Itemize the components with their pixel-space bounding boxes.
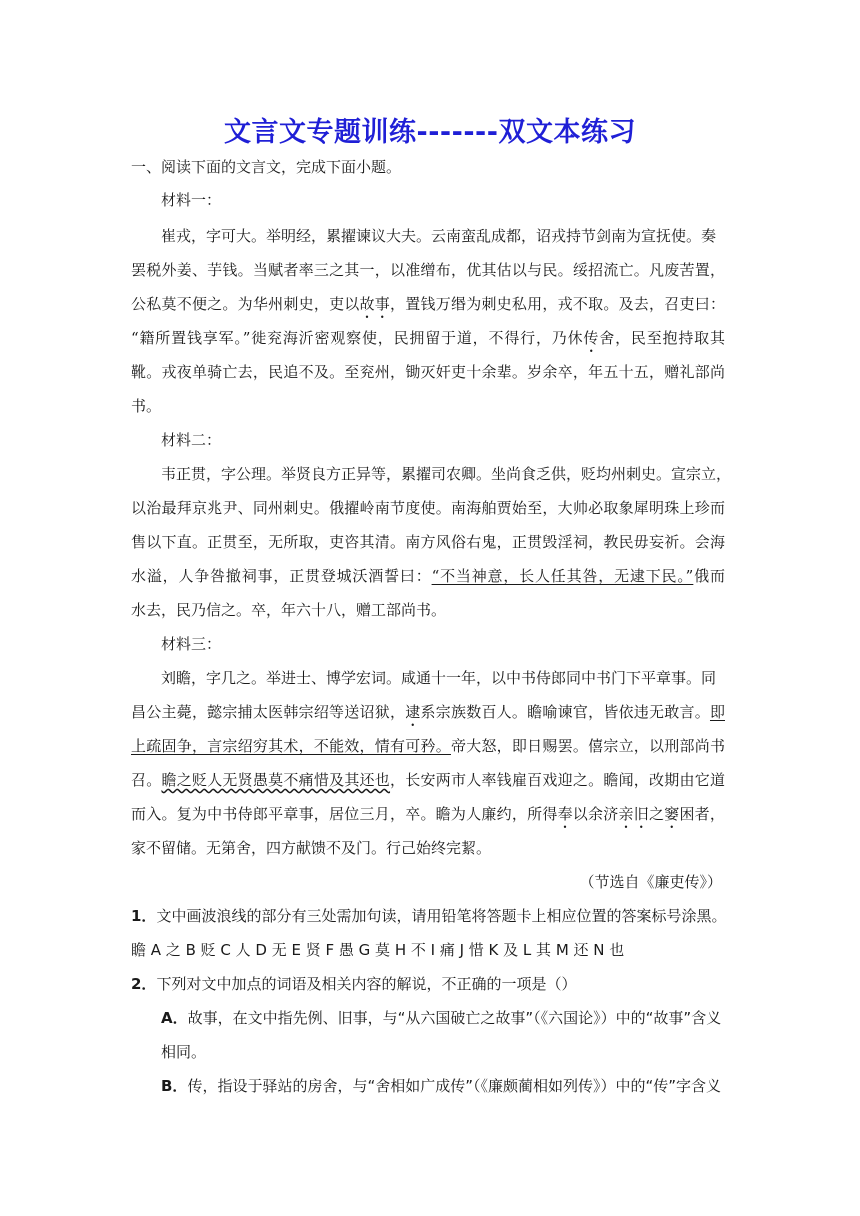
material3-line: 召。瞻之贬人无贤愚莫不痛惜及其还也，长安两市人率钱雇百戏迎之。瞻闻，改期由它道 (131, 771, 725, 789)
underlined-quote: “不当神意，长人任其咎，无逮下民。” (431, 567, 694, 585)
dotted-term-dai: 逮 (405, 703, 421, 721)
dotted-term-qinjiu: 亲旧 (618, 805, 649, 823)
material3-line: 刘瞻，字几之。举进士、博学宏词。咸通十一年，以中书侍郎同中书门下平章事。同 (161, 669, 717, 687)
question-2: 2．下列对文中加点的词语及相关内容的解说，不正确的一项是（） (131, 975, 577, 993)
dotted-term-gushi: 故事 (359, 295, 391, 313)
material3-line: 而入。复为中书侍郎平章事，居位三月，卒。瞻为人廉约，所得奉以余济亲旧之窭困者， (131, 805, 725, 823)
dotted-term-feng: 奉 (557, 805, 573, 823)
material3-heading: 材料三： (161, 635, 222, 653)
material2-line: 售以下直。正贯至，无所取，吏咨其清。南方风俗右鬼，正贯毁淫祠，教民毋妄祈。会海 (131, 533, 725, 551)
material3-line: 家不留储。无第舍，四方献馈不及门。行己始终完絜。 (131, 839, 492, 857)
material1-line: 崔戎，字可大。举明经，累擢谏议大夫。云南蛮乱成都，诏戎持节剑南为宣抚使。奏 (161, 227, 717, 245)
source-note: （节选自《廉吏传》） (579, 873, 722, 891)
material1-heading: 材料一： (161, 191, 222, 209)
material1-line: 靴。戎夜单骑亡去，民追不及。至兖州，锄灭奸吏十余辈。岁余卒，年五十五，赠礼部尚 (131, 363, 725, 381)
section-instruction: 一、阅读下面的文言文，完成下面小题。 (131, 158, 402, 176)
dotted-term-ju: 窭 (664, 805, 680, 823)
material2-heading: 材料二： (161, 431, 222, 449)
material2-line: 水溢，人争咎撤祠事，正贯登城沃酒誓曰：“不当神意，长人任其咎，无逮下民。”俄而 (131, 567, 725, 585)
material2-line: 韦正贯，字公理。举贤良方正异等，累擢司农卿。坐尚食乏供，贬均州刺史。宣宗立， (161, 465, 732, 483)
material3-line: 上疏固争，言宗绍穷其术，不能效，情有可矜。帝大怒，即日赐罢。僖宗立，以刑部尚书 (131, 737, 725, 755)
material1-line: 罢税外姜、芋钱。当赋者率三之其一，以准缯布，优其估以与民。绥招流亡。凡废苦置， (131, 261, 725, 279)
question-1-answer-line: 瞻 A 之 B 贬 C 人 D 无 E 贤 F 愚 G 莫 H 不 I 痛 J 惜 K 及 L 其 M 还 N 也 (131, 941, 625, 959)
wavy-underlined-sentence: 瞻之贬人无贤愚莫不痛惜及其还也 (161, 771, 391, 789)
dotted-term-zhuan: 传 (583, 329, 600, 347)
material3-line: 昌公主薨，懿宗捕太医韩宗绍等送诏狱，逮系宗族数百人。瞻喻谏官，皆依违无敢言。即 (131, 703, 725, 721)
option-b: B．传，指设于驿站的房舍，与“舍相如广成传”（《廉颇蔺相如列传》）中的“传”字含义 (161, 1077, 722, 1095)
page-title: 文言文专题训练-------双文本练习 (224, 117, 636, 148)
material1-line: 公私莫不便之。为华州刺史，吏以故事，置钱万缗为刺史私用，戎不取。及去，召吏曰： (131, 295, 725, 313)
material1-line: 书。 (131, 397, 162, 415)
option-a: A．故事，在文中指先例、旧事，与“从六国破亡之故事”（《六国论》）中的“故事”含义 (161, 1009, 722, 1027)
option-a-continuation: 相同。 (161, 1043, 207, 1061)
material2-line: 以治最拜京兆尹、同州刺史。俄擢岭南节度使。南海舶贾始至，大帅必取象犀明珠上珍而 (131, 499, 725, 517)
material2-line: 水去，民乃信之。卒，年六十八，赠工部尚书。 (131, 601, 447, 619)
material1-line: “籍所置钱享军。”徙兖海沂密观察使，民拥留于道，不得行，乃休传舍，民至抱持取其 (131, 329, 725, 347)
underlined-sentence: 上疏固争，言宗绍穷其术，不能效，情有可矜。 (131, 737, 451, 755)
question-1: 1．文中画波浪线的部分有三处需加句读，请用铅笔将答题卡上相应位置的答案标号涂黑。 (131, 907, 727, 925)
